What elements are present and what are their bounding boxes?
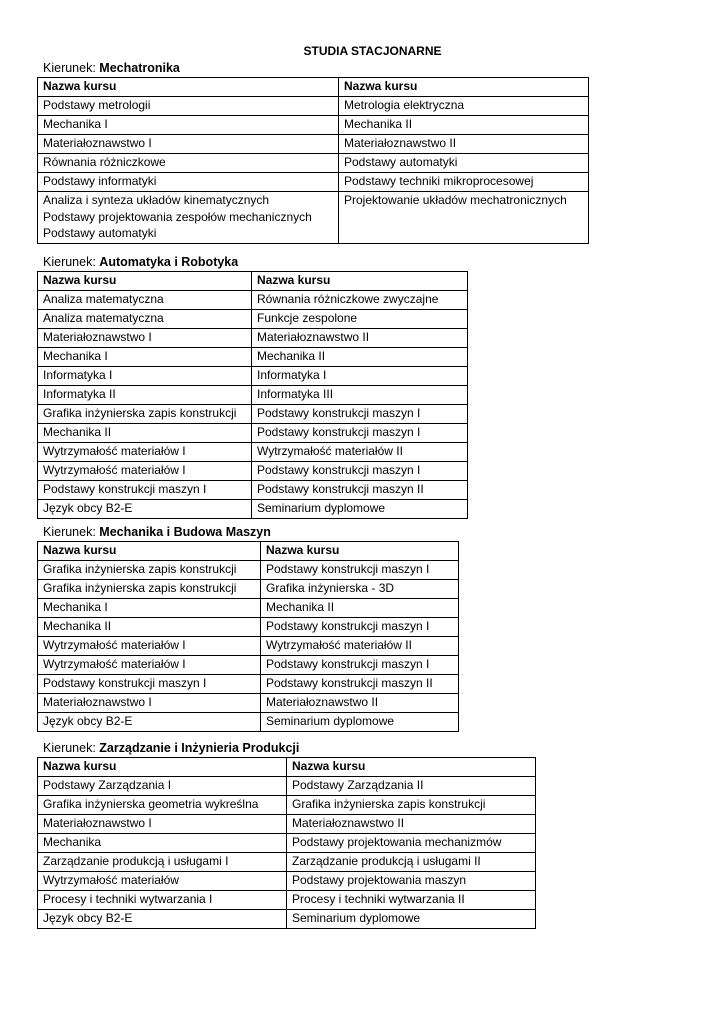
table-cell: Analiza matematyczna [38,310,252,329]
table-row [38,910,536,929]
table-row [38,291,468,310]
table-cell: Mechanika I [38,348,252,367]
table-header-row [38,542,459,561]
table-cell: Seminarium dyplomowe [287,910,536,929]
table-cell: Mechanika I [38,116,339,135]
table-cell: Wytrzymałość materiałów I [38,462,252,481]
table-cell: Grafika inżynierska zapis konstrukcji [38,561,261,580]
table-cell: Podstawy Zarządzania II [287,777,536,796]
table-row [38,310,468,329]
table-cell: Podstawy konstrukcji maszyn I [38,481,252,500]
table-header-row [38,272,468,291]
table-cell: Informatyka I [38,367,252,386]
table-row [38,367,468,386]
table-cell: Podstawy konstrukcji maszyn I [261,561,459,580]
table-row [38,386,468,405]
table-cell: Procesy i techniki wytwarzania I [38,891,287,910]
table-row [38,713,459,732]
table-cell: Równania różniczkowe [38,154,339,173]
table-row [38,891,536,910]
table-row [38,777,536,796]
table-cell: Seminarium dyplomowe [261,713,459,732]
section-heading-mechanika-budowa-maszyn [43,525,271,540]
table-cell: Wytrzymałość materiałów II [252,443,468,462]
section-major: Mechanika i Budowa Maszyn [99,525,271,539]
section-label: Kierunek: [43,741,96,755]
table-cell: Wytrzymałość materiałów [38,872,287,891]
table-row [38,462,468,481]
table-cell: Mechanika II [38,618,261,637]
table-cell: Mechanika I [38,599,261,618]
column-header: Nazwa kursu [38,78,339,97]
table-cell: Język obcy B2-E [38,713,261,732]
column-header: Nazwa kursu [339,78,589,97]
table-cell: Grafika inżynierska - 3D [261,580,459,599]
table-row [38,599,459,618]
table-cell: Podstawy konstrukcji maszyn II [261,675,459,694]
table-cell-multiline [38,192,339,244]
section-label: Kierunek: [43,61,96,75]
table-cell: Seminarium dyplomowe [252,500,468,519]
table-cell: Język obcy B2-E [38,910,287,929]
table-cell: Zarządzanie produkcją i usługami II [287,853,536,872]
table-cell: Wytrzymałość materiałów II [261,637,459,656]
table-cell: Podstawy konstrukcji maszyn I [261,618,459,637]
table-row [38,173,589,192]
table-cell: Analiza matematyczna [38,291,252,310]
table-cell: Materiałoznawstwo II [252,329,468,348]
table-cell: Podstawy automatyki [339,154,589,173]
table-cell: Mechanika II [261,599,459,618]
course-table-automatyka [37,271,468,519]
table-header-row [38,758,536,777]
table-row [38,97,589,116]
table-row [38,834,536,853]
table-cell: Podstawy informatyki [38,173,339,192]
cell-line: Podstawy projektowania zespołów mechanicznych [43,209,312,224]
table-cell: Podstawy projektowania maszyn [287,872,536,891]
column-header: Nazwa kursu [38,758,287,777]
table-cell: Materiałoznawstwo II [261,694,459,713]
table-cell: Podstawy projektowania mechanizmów [287,834,536,853]
table-row [38,694,459,713]
table-cell: Grafika inżynierska geometria wykreślna [38,796,287,815]
table-row-multiline [38,192,589,244]
table-row [38,405,468,424]
table-cell: Podstawy konstrukcji maszyn II [252,481,468,500]
table-cell: Materiałoznawstwo II [339,135,589,154]
table-cell: Mechanika II [252,348,468,367]
table-cell: Podstawy konstrukcji maszyn I [252,462,468,481]
table-cell: Grafika inżynierska zapis konstrukcji [38,580,261,599]
table-cell [339,192,589,244]
table-cell: Procesy i techniki wytwarzania II [287,891,536,910]
cell-line: Projektowanie układów mechatronicznych [344,193,567,207]
cell-line: Analiza i synteza układów kinematycznych [43,193,270,207]
course-table-mechatronika [37,77,589,244]
section-label: Kierunek: [43,255,96,269]
column-header: Nazwa kursu [38,542,261,561]
table-row [38,618,459,637]
table-cell: Zarządzanie produkcją i usługami I [38,853,287,872]
table-cell: Materiałoznawstwo I [38,135,339,154]
table-cell: Materiałoznawstwo I [38,815,287,834]
table-cell: Grafika inżynierska zapis konstrukcji [38,405,252,424]
column-header: Nazwa kursu [261,542,459,561]
table-row [38,329,468,348]
table-cell: Podstawy konstrukcji maszyn I [38,675,261,694]
table-row [38,348,468,367]
table-cell: Podstawy konstrukcji maszyn I [261,656,459,675]
table-cell: Mechanika II [38,424,252,443]
table-cell: Równania różniczkowe zwyczajne [252,291,468,310]
table-cell: Grafika inżynierska zapis konstrukcji [287,796,536,815]
column-header: Nazwa kursu [287,758,536,777]
table-cell: Podstawy metrologii [38,97,339,116]
table-cell: Mechanika [38,834,287,853]
table-row [38,675,459,694]
column-header: Nazwa kursu [38,272,252,291]
table-cell: Wytrzymałość materiałów I [38,656,261,675]
table-cell: Wytrzymałość materiałów I [38,443,252,462]
column-header: Nazwa kursu [252,272,468,291]
table-row [38,796,536,815]
table-row [38,135,589,154]
table-cell: Materiałoznawstwo I [38,694,261,713]
page-title: STUDIA STACJONARNE [303,44,442,58]
section-heading-zarzadzanie [43,741,299,756]
course-table-mechanika-budowa-maszyn [37,541,459,732]
table-cell: Podstawy Zarządzania I [38,777,287,796]
table-row [38,637,459,656]
section-heading-automatyka [43,255,238,270]
table-header-row [38,78,589,97]
table-row [38,872,536,891]
section-label: Kierunek: [43,525,96,539]
table-row [38,481,468,500]
table-cell: Materiałoznawstwo I [38,329,252,348]
course-table-zarzadzanie [37,757,536,929]
table-row [38,424,468,443]
section-major: Zarządzanie i Inżynieria Produkcji [99,741,300,755]
table-row [38,561,459,580]
table-cell: Podstawy konstrukcji maszyn I [252,405,468,424]
table-cell: Materiałoznawstwo II [287,815,536,834]
table-cell: Podstawy konstrukcji maszyn I [252,424,468,443]
table-cell: Wytrzymałość materiałów I [38,637,261,656]
table-row [38,116,589,135]
table-cell: Podstawy techniki mikroprocesowej [339,173,589,192]
table-row [38,443,468,462]
section-heading-mechatronika [43,61,180,76]
section-major: Automatyka i Robotyka [99,255,239,269]
table-row [38,500,468,519]
table-cell: Język obcy B2-E [38,500,252,519]
table-cell: Informatyka I [252,367,468,386]
table-cell: Funkcje zespolone [252,310,468,329]
table-row [38,154,589,173]
table-cell: Metrologia elektryczna [339,97,589,116]
table-cell: Informatyka III [252,386,468,405]
table-cell: Informatyka II [38,386,252,405]
table-row [38,656,459,675]
section-major: Mechatronika [99,61,180,75]
table-cell: Mechanika II [339,116,589,135]
cell-line: Podstawy automatyki [43,226,157,240]
table-row [38,853,536,872]
table-row [38,580,459,599]
table-row [38,815,536,834]
